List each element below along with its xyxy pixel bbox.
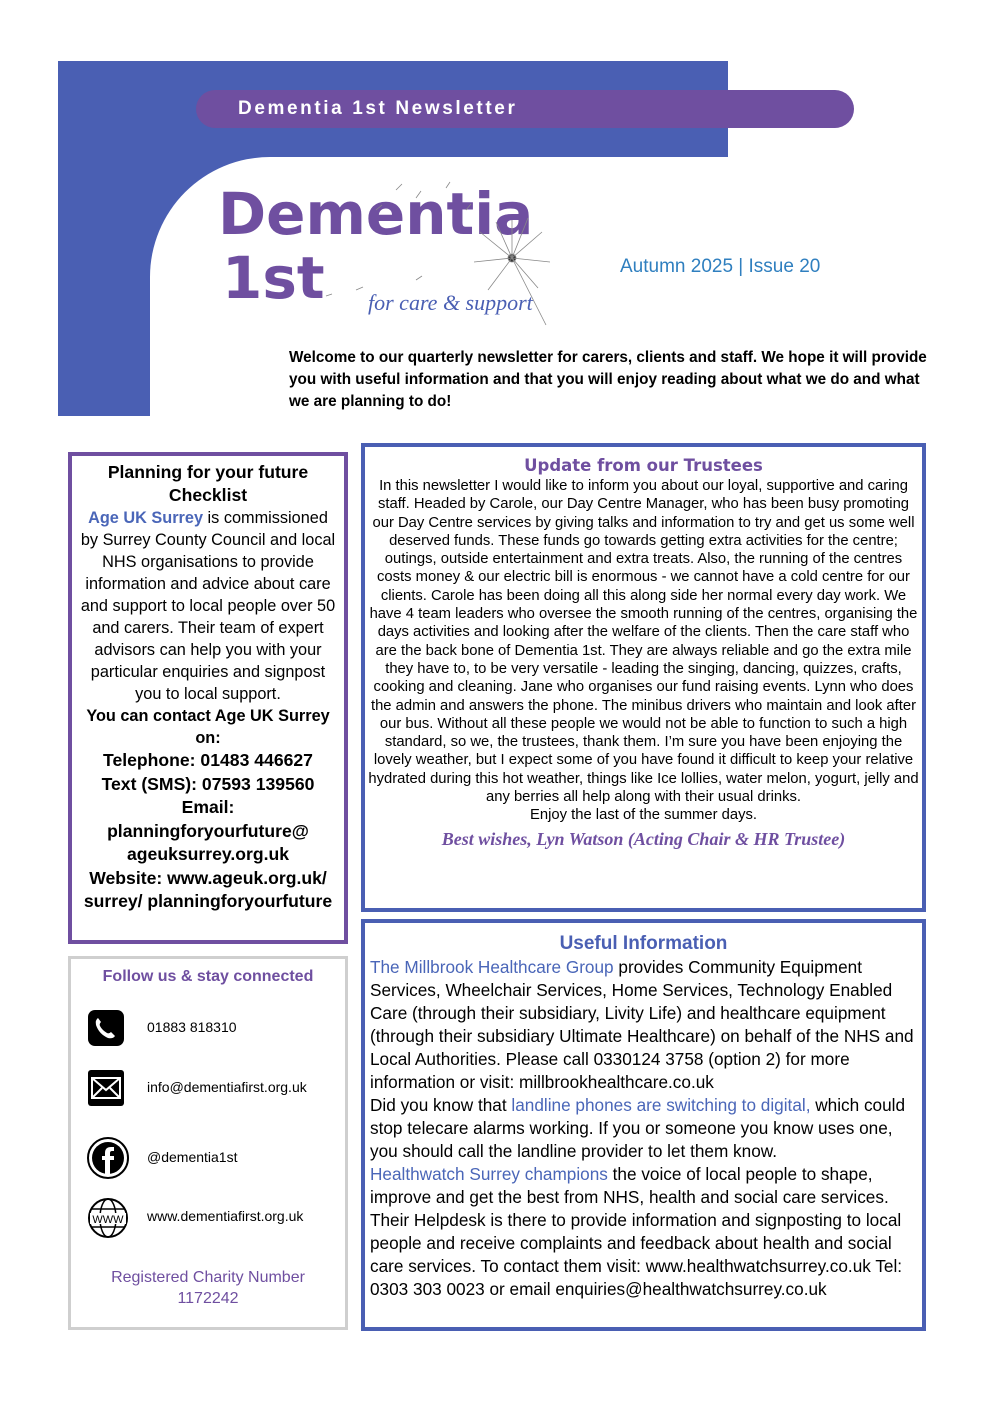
logo-tagline: for care & support [368,290,533,315]
planning-subtitle: Checklist [168,485,248,505]
planning-checklist-box [68,452,348,944]
contact-email[interactable]: info@dementiafirst.org.uk [147,1079,307,1095]
charity-number: Registered Charity Number 1172242 [111,1269,305,1307]
useful-title: Useful Information [559,933,728,954]
useful-information-box [361,919,926,1331]
planning-email-line2: ageuksurrey.org.uk [127,844,289,864]
planning-email-label: Email: [181,797,235,817]
contact-facebook[interactable]: @dementia1st [147,1149,238,1165]
landline-digital-link[interactable]: landline phones are switching to digital, [511,1095,811,1115]
planning-website-line2: surrey/ planningforyourfuture [83,891,333,911]
landline-paragraph: Did you know that landline phones are switching to digital, which could stop telecare alarms working. If you or someone you know uses one, you should call the landline provider to let them know. [370,1095,906,1161]
contact-website[interactable]: www.dementiafirst.org.uk [147,1208,304,1224]
logo-number: 1st [222,244,325,312]
logo-word: Dementia [218,180,534,248]
healthwatch-paragraph: Healthwatch Surrey champions the voice of local people to shape, improve and get the best from NHS, health and social care services. Their Helpdesk is there to provide information and signposting to local people and receive complaints and feedback about health and social care services. To contact them visit: www.healthwatchsurrey.co.uk Tel: 0303 303 0023 or email enquiries@healthwatchsurrey.co.uk [370,1164,903,1299]
contact-phone[interactable]: 01883 818310 [147,1019,237,1035]
envelope-icon [87,1069,125,1107]
trustees-closing: Enjoy the last of the summer days. [530,807,757,824]
planning-telephone: Telephone: 01483 446627 [103,750,313,770]
trustees-title: Update from our Trustees [524,456,763,475]
trustees-signature: Best wishes, Lyn Watson (Acting Chair & HR Trustee) [441,828,846,849]
millbrook-paragraph: The Millbrook Healthcare Group provides Community Equipment Services, Wheelchair Services, Home Services, Technology Enabled Care (through their subsidiary, Livity Life) and healthcare equipment (through their subsidiary Ultimate Healthcare) on behalf of the NHS and Local Authorities. Please call 0330124 3758 (option 2) for more information or visit: millbrookhealthcare.co.uk [370,957,914,1092]
follow-us-box [68,956,348,1330]
planning-sms: Text (SMS): 07593 139560 [101,773,315,794]
follow-title: Follow us & stay connected [102,968,314,985]
contact-heading: You can contact Age UK Surrey on: [86,707,330,747]
planning-title: Planning for your future [107,462,309,482]
newsletter-title-banner: Dementia 1st Newsletter [196,90,854,128]
planning-email-line1: planningforyourfuture@ [107,820,309,841]
trustees-body: In this newsletter I would like to inform you about our loyal, supportive and caring staff. Headed by Carole, our Day Centre Manager, who has been busy promoting our Day Centre services by giving talks and information to try and get us some well deserved funds. These funds go towards getting extra activities for the centre; outings, outside entertainment and extra treats. Also, the running of the centres costs money & our electric bill is enormous - we cannot have a cold centre for our clients. Carole has been doing all this along side her normal every day work. We have 4 team leaders who oversee the smooth running of the centres, organising the days activities and looking after the welfare of the clients. Then the care staff who are the back bone of Dementia 1st. They are always reliable and go the extra mile they have to, to be very versatile - leading the singing, dancing, quizzes, crafts, cooking and cleaning. Jane who organises our fund raising events. Lynn who does the admin and answers the phone. The minibus drivers who maintain and look after our bus. Without all these people we would not be able to function to such a high standard, so we, the trustees, thank them. I’m sure you have been enjoying the lovely weather, but I expect some of you have found it difficult to keep your relative hydrated during this hot weather, things like Ice lollies, water melon, yogurt, jelly and any berries all help along with their usual drinks. [368,478,919,806]
phone-icon [87,1009,125,1047]
planning-website-line1: Website: www.ageuk.org.uk/ [89,867,327,888]
issue-label: Autumn 2025 | Issue 20 [620,256,821,277]
millbrook-link[interactable]: The Millbrook Healthcare Group [370,957,614,977]
dementia-1st-logo [216,170,576,330]
age-uk-surrey-link[interactable]: Age UK Surrey [88,509,204,527]
healthwatch-link[interactable]: Healthwatch Surrey champions [370,1164,608,1184]
trustees-update-box [361,443,926,912]
welcome-text: Welcome to our quarterly newsletter for carers, clients and staff. We hope it will provide you with useful information and that you will enjoy reading about what we do and what we are planning to do! [289,349,927,410]
facebook-icon [87,1137,129,1179]
planning-intro: Age UK Surrey is commissioned by Surrey County Council and local NHS organisations to provide information and advice about care and support to local people over 50 and carers. Their team of expert advisors can help you with your particular enquiries and signpost you to local support. [80,509,336,703]
www-icon-label: WWW [92,1214,124,1226]
globe-www-icon [87,1197,129,1239]
